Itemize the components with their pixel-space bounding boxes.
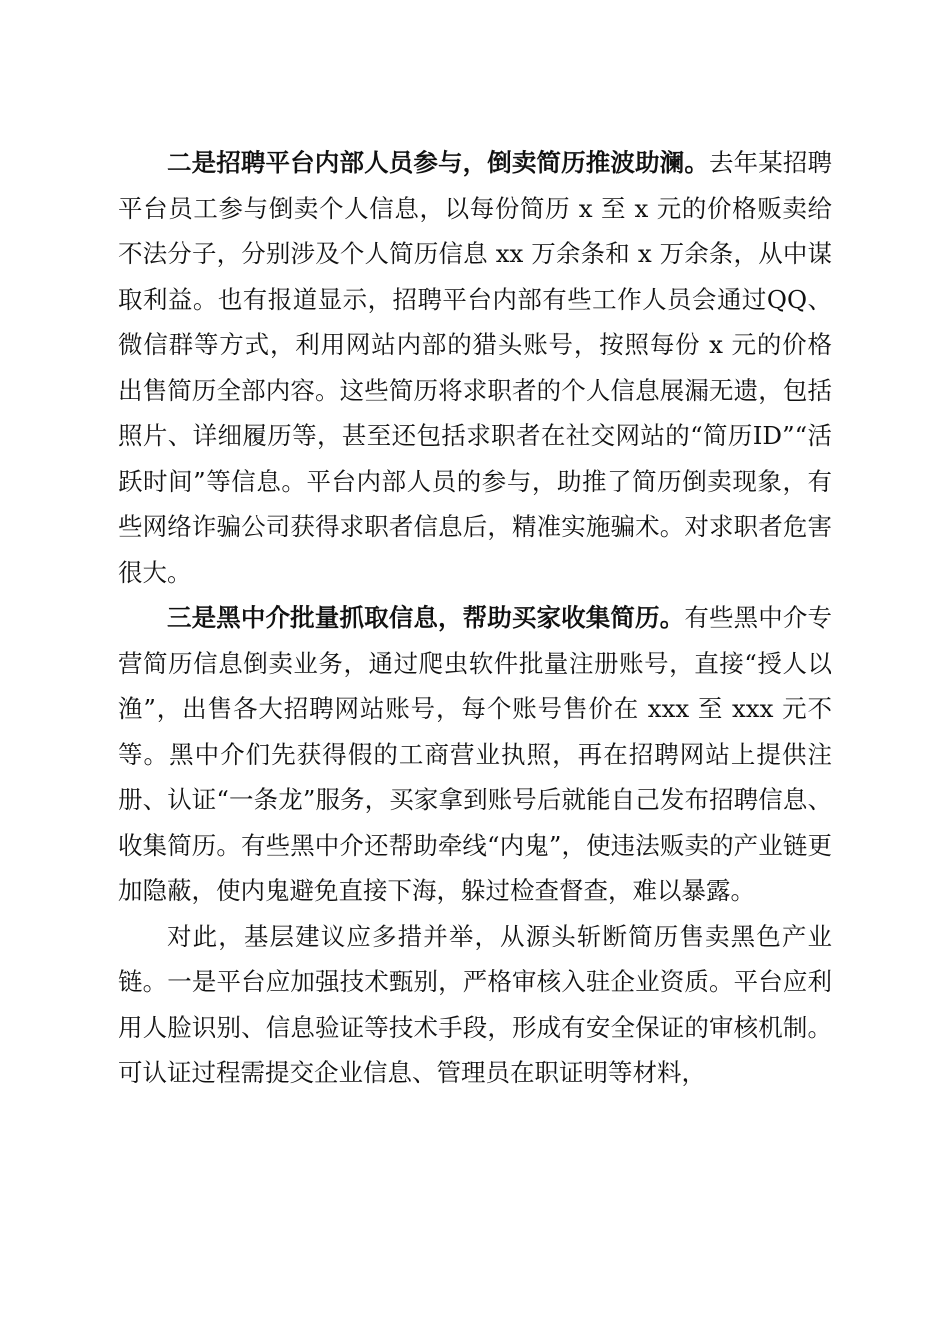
paragraph-black-agencies [118,595,832,914]
document-page [118,140,832,1096]
paragraph-lead: 二是招聘平台内部人员参与，倒卖简历推波助澜。 [167,148,709,177]
paragraph-platform-insiders [118,140,832,595]
paragraph-recommendations [118,914,832,1096]
paragraph-body: 有些黑中介专营简历信息倒卖业务，通过爬虫软件批量注册账号，直接“授人以渔”，出售各大招聘网站账号，每个账号售价在 xxx 至 xxx 元不等。黑中介们先获得假的工商营业执照，再在招聘网站上提供注册、认证“一条龙”服务，买家拿到账号后就能自己发布招聘信息、收集简历。有些黑中介还帮助牵线“内鬼”，使违法贩卖的产业链更加隐蔽，使内鬼避免直接下海，躲过检查督查，难以暴露。 [118,603,833,905]
paragraph-body: 去年某招聘平台员工参与倒卖个人信息，以每份简历 x 至 x 元的价格贩卖给不法分子，分别涉及个人简历信息 xx 万余条和 x 万余条，从中谋取利益。也有报道显示，招聘平台内部有些工作人员会通过QQ、微信群等方式，利用网站内部的猎头账号，按照每份 x 元的价格出售简历全部内容。这些简历将求职者的个人信息展漏无遗，包括照片、详细履历等，甚至还包括求职者在社交网站的“简历ID”“活跃时间”等信息。平台内部人员的参与，助推了简历倒卖现象，有些网络诈骗公司获得求职者信息后，精准实施骗术。对求职者危害很大。 [118,148,833,587]
paragraph-body: 对此，基层建议应多措并举，从源头斩断简历售卖黑色产业链。一是平台应加强技术甄别，严格审核入驻企业资质。平台应利用人脸识别、信息验证等技术手段，形成有安全保证的审核机制。可认证过程需提交企业信息、管理员在职证明等材料， [118,921,832,1087]
paragraph-lead: 三是黑中介批量抓取信息，帮助买家收集简历。 [167,603,685,632]
